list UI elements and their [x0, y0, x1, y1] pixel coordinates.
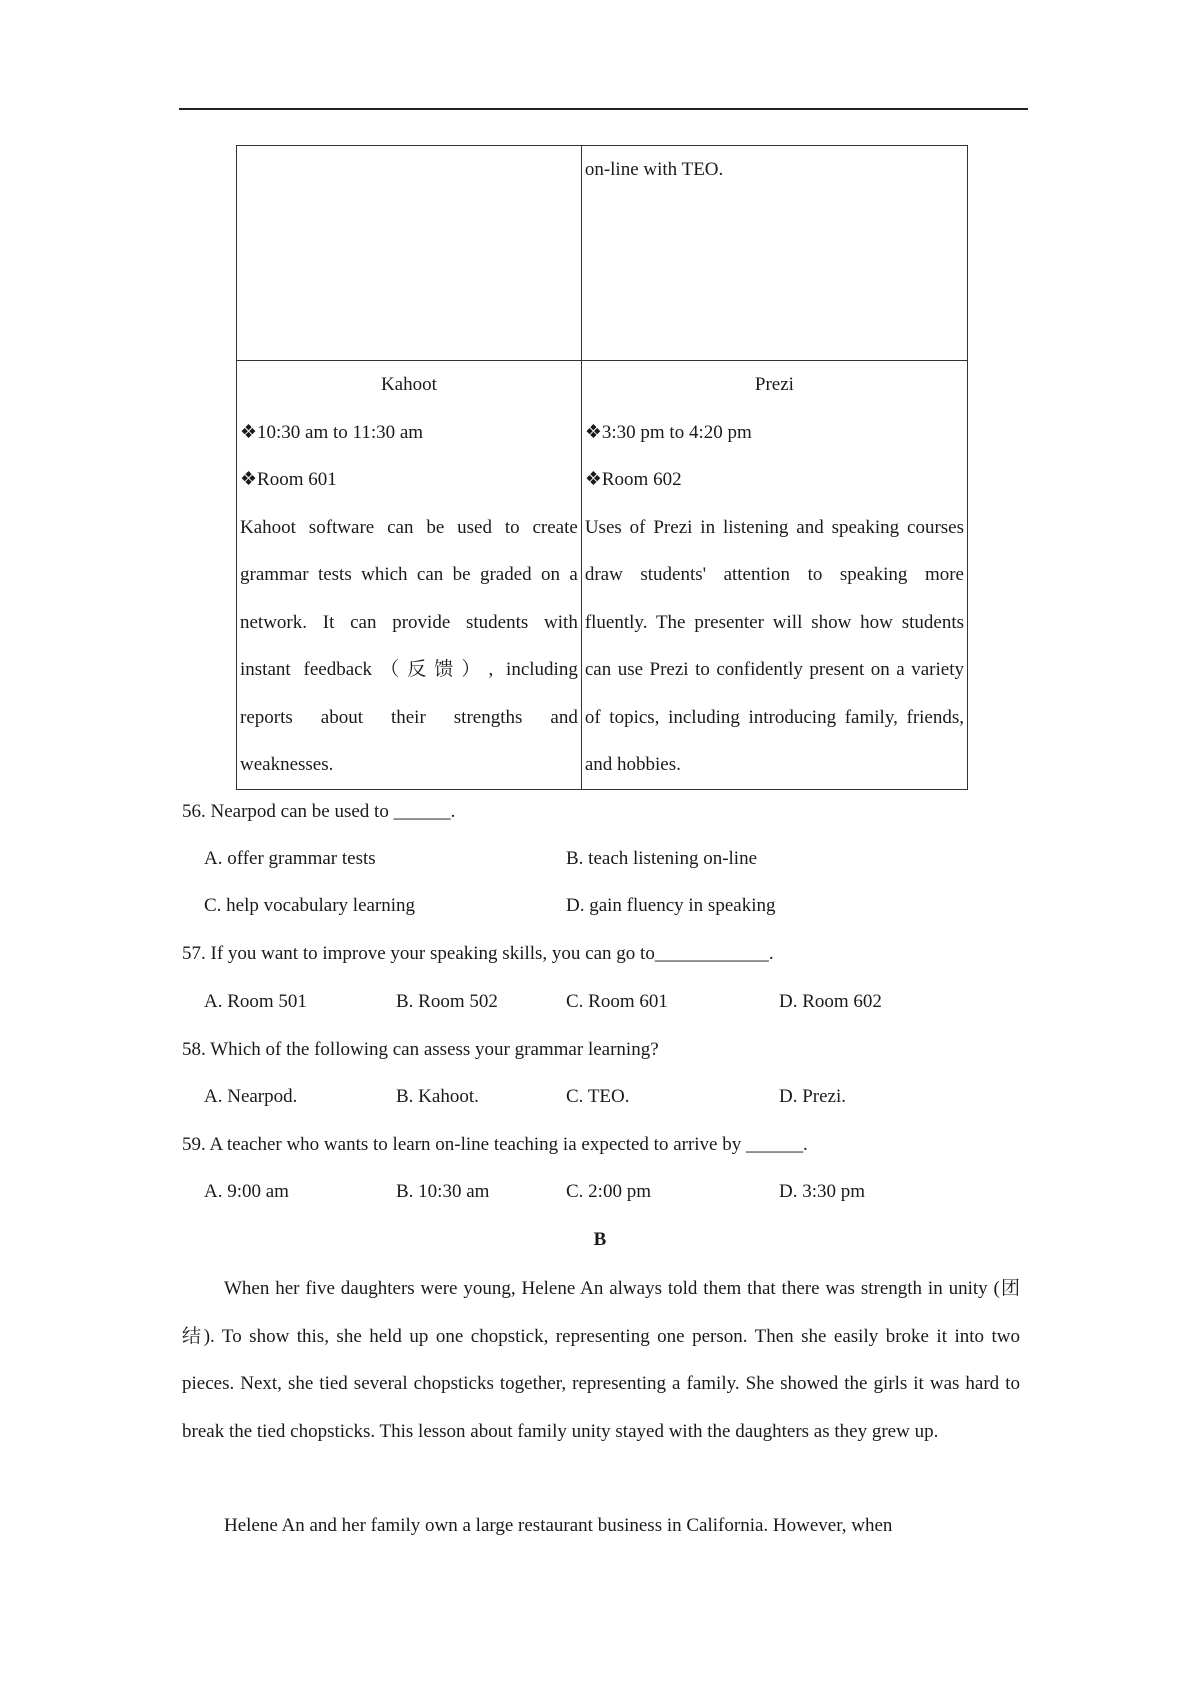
question-57-stem: 57. If you want to improve your speaking skills, you can go to____________. — [182, 943, 774, 964]
header-rule — [179, 108, 1028, 110]
kahoot-room: ❖Room 601 — [240, 469, 337, 490]
question-58-option-a: A. Nearpod. — [204, 1086, 298, 1107]
kahoot-time: ❖10:30 am to 11:30 am — [240, 421, 424, 443]
question-58-stem: 58. Which of the following can assess your grammar learning? — [182, 1039, 659, 1060]
kahoot-cell — [237, 361, 582, 790]
question-56-option-a: A. offer grammar tests — [204, 848, 376, 869]
question-56-option-d: D. gain fluency in speaking — [566, 895, 776, 916]
table-row — [237, 361, 968, 790]
prezi-cell — [581, 361, 967, 790]
table-cell-teo-continued: on-line with TEO. — [581, 146, 967, 361]
prezi-room: ❖Room 602 — [584, 469, 682, 490]
section-b-paragraph-1: When her five daughters were young, Helene An always told them that there was strength in unity (团结). To show this, she held up one chopstick, representing one person. Then she easily broke it into two pieces. Next, she tied several chopsticks together, representing a family. She showed the girls it was hard to break the tied chopsticks. This lesson about family unity stayed with the daughters as they grew up. — [182, 1278, 1020, 1442]
section-b-heading: B — [593, 1229, 607, 1250]
kahoot-name: Kahoot — [380, 374, 437, 395]
question-59-option-d: D. 3:30 pm — [779, 1181, 866, 1202]
question-56-option-c: C. help vocabulary learning — [204, 895, 416, 916]
prezi-description: Uses of Prezi in listening and speaking courses draw students' attention to speaking more fluently. The presenter will show how students can use Prezi to confidently present on a variety of topics, including introducing family, friends, and hobbies. — [584, 516, 964, 775]
question-57-option-d: D. Room 602 — [779, 991, 882, 1012]
question-59-option-a: A. 9:00 am — [204, 1181, 289, 1202]
question-59-option-b: B. 10:30 am — [396, 1181, 490, 1202]
prezi-name: Prezi — [754, 374, 794, 395]
schedule-table — [236, 145, 968, 790]
prezi-time: ❖3:30 pm to 4:20 pm — [584, 421, 752, 443]
question-57-option-b: B. Room 502 — [396, 991, 498, 1012]
section-b-paragraph-2: Helene An and her family own a large restaurant business in California. However, when — [224, 1515, 893, 1536]
question-57-option-a: A. Room 501 — [204, 991, 307, 1012]
question-58-option-c: C. TEO. — [566, 1086, 630, 1107]
question-59-option-c: C. 2:00 pm — [566, 1181, 651, 1202]
table-row — [237, 146, 968, 361]
question-57-option-c: C. Room 601 — [566, 991, 668, 1012]
kahoot-description: Kahoot software can be used to create grammar tests which can be graded on a network. It can provide students with instant feedback（反馈）, including reports about their strengths and weaknesses. — [240, 516, 578, 775]
question-59-stem: 59. A teacher who wants to learn on-line teaching ia expected to arrive by ______. — [182, 1134, 808, 1155]
table-cell-empty — [237, 146, 582, 361]
question-58-option-b: B. Kahoot. — [396, 1086, 479, 1107]
question-56-option-b: B. teach listening on-line — [566, 848, 758, 869]
question-56-stem: 56. Nearpod can be used to ______. — [182, 801, 456, 822]
question-58-option-d: D. Prezi. — [779, 1086, 847, 1107]
